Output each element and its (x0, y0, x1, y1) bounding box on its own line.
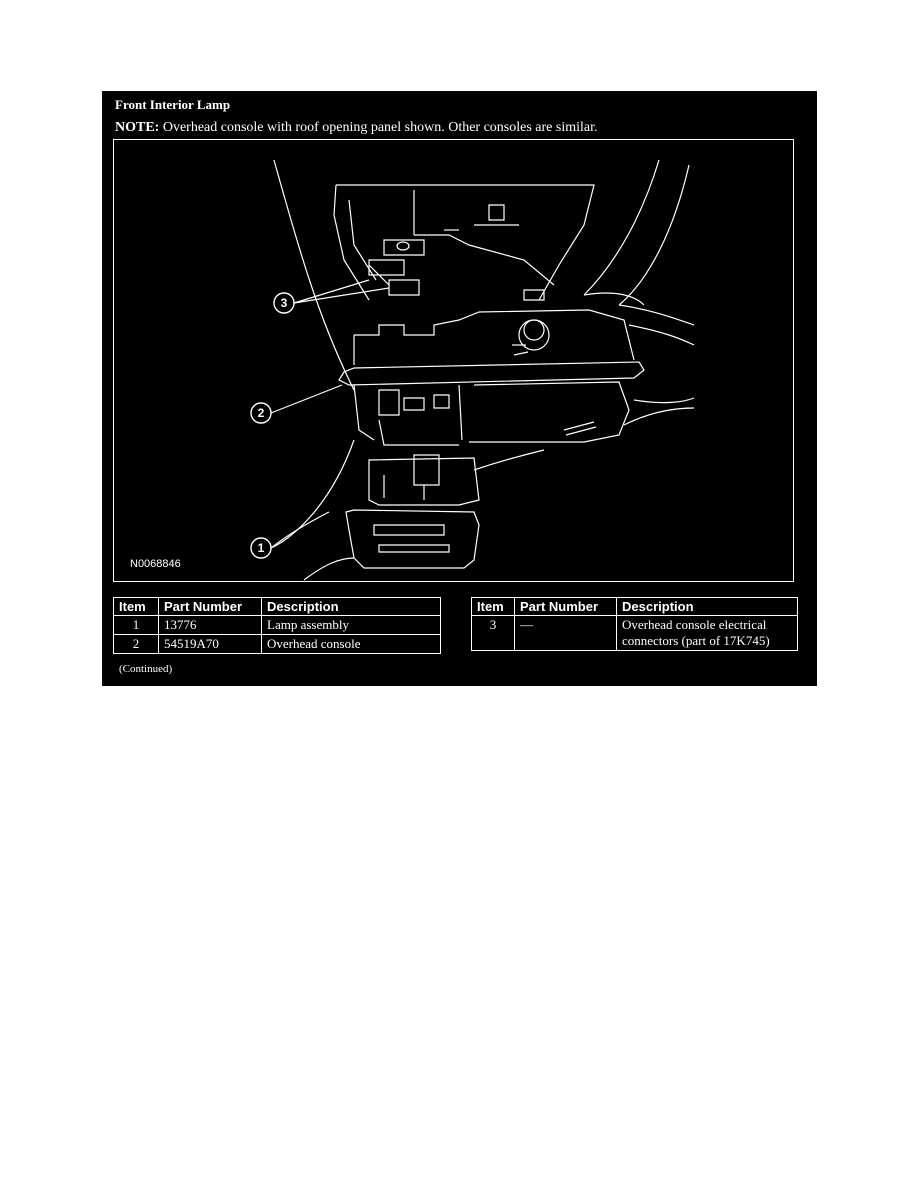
cell-part-number: — (515, 616, 617, 651)
callout-2: 2 (257, 406, 265, 420)
table-header-row (472, 598, 798, 616)
figure-id: N0068846 (130, 558, 181, 570)
header-part-number: Part Number (515, 598, 617, 616)
note-label: NOTE: (115, 120, 160, 135)
cell-part-number: 54519A70 (159, 635, 262, 654)
header-description: Description (617, 598, 798, 616)
header-item: Item (472, 598, 515, 616)
note-line (115, 120, 598, 136)
document-panel (102, 91, 817, 686)
cell-description: Overhead console electrical connectors (part of 17K745) (617, 616, 798, 651)
parts-table-right (471, 597, 798, 651)
console-line-drawing (114, 140, 794, 582)
table-row (114, 635, 441, 654)
cell-item: 2 (114, 635, 159, 654)
section-title: Front Interior Lamp (115, 97, 231, 112)
console-illustration (113, 139, 794, 582)
callout-1: 1 (257, 541, 265, 555)
cell-description: Overhead console (262, 635, 441, 654)
table-row (114, 616, 441, 635)
cell-item: 1 (114, 616, 159, 635)
cell-part-number: 13776 (159, 616, 262, 635)
table-row (472, 616, 798, 651)
header-description: Description (262, 598, 441, 616)
continued-note: (Continued) (119, 663, 173, 675)
table-header-row (114, 598, 441, 616)
cell-item: 3 (472, 616, 515, 651)
header-item: Item (114, 598, 159, 616)
parts-table-left (113, 597, 441, 654)
header-part-number: Part Number (159, 598, 262, 616)
note-text: Overhead console with roof opening panel shown. Other consoles are similar. (162, 120, 598, 135)
cell-description: Lamp assembly (262, 616, 441, 635)
callout-3: 3 (280, 296, 288, 310)
